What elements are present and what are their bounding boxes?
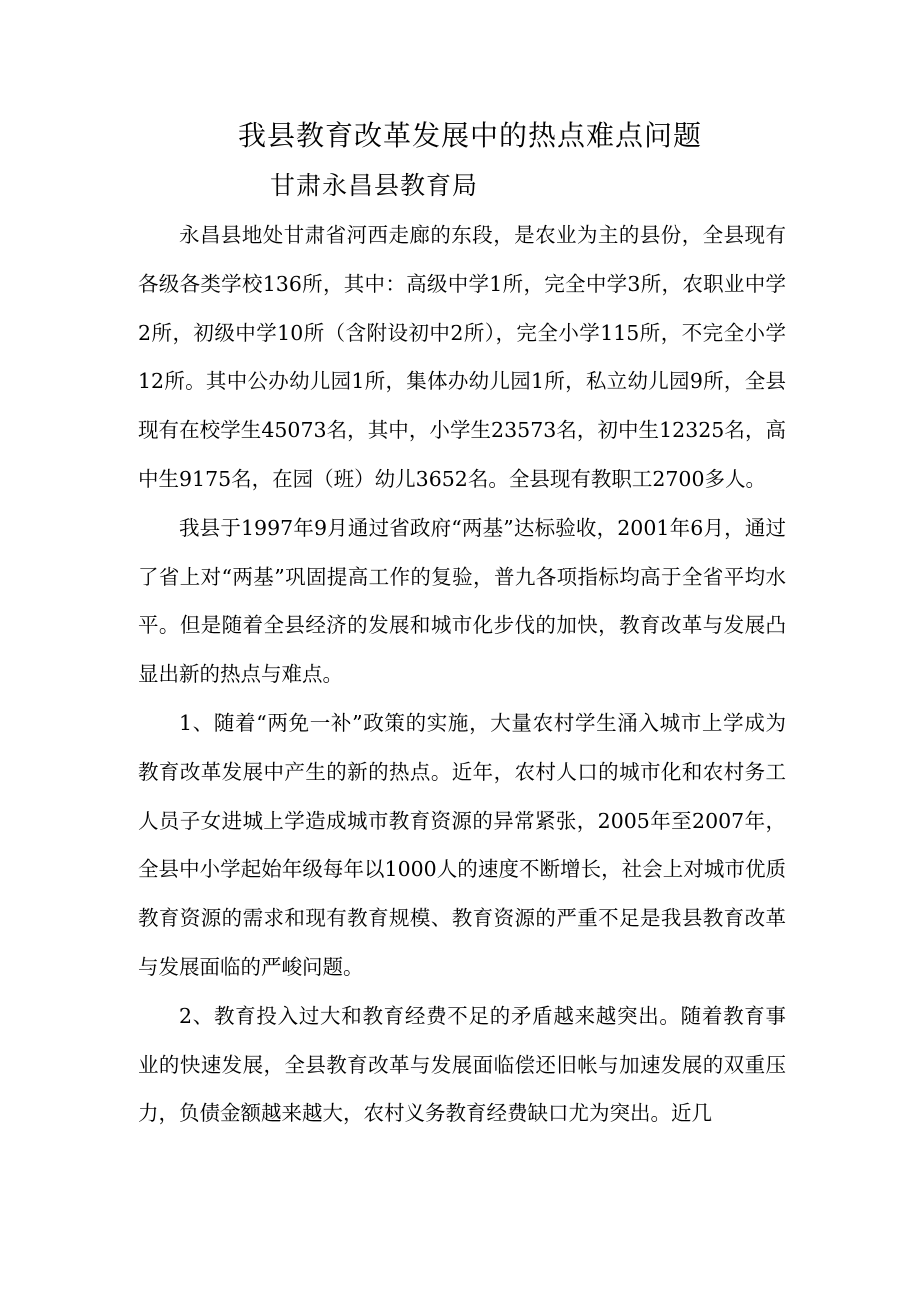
paragraph-issue-1: 1、随着“两免一补”政策的实施，大量农村学生涌入城市上学成为教育改革发展中产生的新的热点。近年，农村人口的城市化和农村务工人员子女进城上学造成城市教育资源的异常紧张，2005年至2007年，全县中小学起始年级每年以1000人的速度不断增长，社会上对城市优质教育资源的需求和现有教育规模、教育资源的严重不足是我县教育改革与发展面临的严峻问题。 — [138, 710, 786, 979]
paragraph-background: 我县于1997年9月通过省政府“两基”达标验收，2001年6月，通过了省上对“两基”巩固提高工作的复验，普九各项指标均高于全省平均水平。但是随着全县经济的发展和城市化步伐的加快，教育改革与发展凸显出新的热点与难点。 — [138, 515, 786, 687]
paragraph-issue-2: 2、教育投入过大和教育经费不足的矛盾越来越突出。随着教育事业的快速发展，全县教育改革与发展面临偿还旧帐与加速发展的双重压力，负债金额越来越大，农村义务教育经费缺口尤为突出。近几 — [138, 1003, 786, 1126]
document-body — [138, 211, 786, 1138]
document-subtitle: 甘肃永昌县教育局 — [270, 171, 479, 200]
document-title: 我县教育改革发展中的热点难点问题 — [237, 119, 702, 152]
paragraph-overview: 永昌县地处甘肃省河西走廊的东段，是农业为主的县份，全县现有各级各类学校136所，其中：高级中学1所，完全中学3所，农职业中学2所，初级中学10所（含附设初中2所），完全小学115所，不完全小学12所。其中公办幼儿园1所，集体办幼儿园1所，私立幼儿园9所，全县现有在校学生45073名，其中，小学生23573名，初中生12325名，高中生9175名，在园（班）幼儿3652名。全县现有教职工2700多人。 — [138, 223, 786, 491]
